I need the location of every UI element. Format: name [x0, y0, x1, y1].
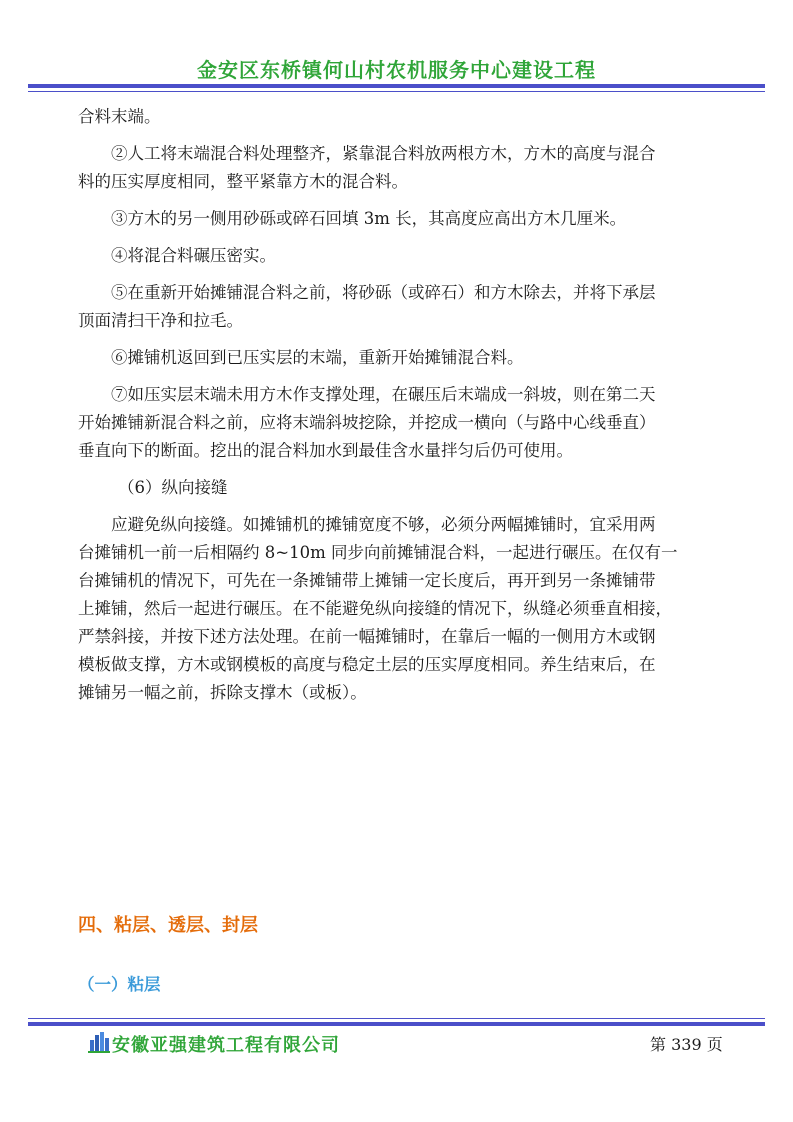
- section-heading: 四、粘层、透层、封层: [78, 915, 258, 936]
- text-line: ⑦如压实层末端未用方木作支撑处理，在碾压后末端成一斜坡，则在第二天: [111, 385, 656, 404]
- footer-page-number: 第 339 页: [650, 1035, 723, 1054]
- paragraph-8: [78, 511, 722, 707]
- text-line: 合料末端。: [78, 107, 161, 126]
- footer-rule-thin: [28, 1018, 765, 1019]
- text-line: ⑤在重新开始摊铺混合料之前，将砂砾（或碎石）和方木除去，并将下承层: [111, 283, 656, 302]
- paragraph-3: [78, 205, 722, 233]
- text-line: 应避免纵向接缝。如摊铺机的摊铺宽度不够，必须分两幅摊铺时，宜采用两: [111, 515, 656, 534]
- paragraph-1: [78, 103, 722, 131]
- header-title: 金安区东桥镇何山村农机服务中心建设工程: [197, 58, 596, 82]
- paragraph-5: [78, 279, 722, 335]
- building-logo-icon: [88, 1031, 110, 1053]
- header-rule-thick: [28, 84, 765, 88]
- text-line: 严禁斜接，并按下述方法处理。在前一幅摊铺时，在靠后一幅的一侧用方木或钢: [78, 627, 656, 646]
- paragraph-4: [78, 242, 722, 270]
- body-content: [78, 103, 722, 707]
- footer-rule-thick: [28, 1022, 765, 1026]
- text-line: 顶面清扫干净和拉毛。: [78, 311, 243, 330]
- text-line: 垂直向下的断面。挖出的混合料加水到最佳含水量拌匀后仍可使用。: [78, 441, 573, 460]
- sub-heading-longitudinal-joint: （6）纵向接缝: [118, 478, 228, 497]
- text-line: ⑥摊铺机返回到已压实层的末端，重新开始摊铺混合料。: [111, 348, 524, 367]
- subsection-heading: （一）粘层: [78, 975, 161, 994]
- text-line: 摊铺另一幅之前，拆除支撑木（或板）。: [78, 683, 367, 702]
- header-rule-thin: [28, 91, 765, 92]
- text-line: ②人工将末端混合料处理整齐，紧靠混合料放两根方木，方木的高度与混合: [111, 144, 656, 163]
- text-line: 开始摊铺新混合料之前，应将末端斜坡挖除，并挖成一横向（与路中心线垂直）: [78, 413, 656, 432]
- footer-company: 安徽亚强建筑工程有限公司: [112, 1035, 340, 1056]
- text-line: ③方木的另一侧用砂砾或碎石回填 3m 长，其高度应高出方木几厘米。: [111, 209, 627, 228]
- paragraph-2: [78, 140, 722, 196]
- paragraph-6: [78, 344, 722, 372]
- text-line: ④将混合料碾压密实。: [111, 246, 276, 265]
- text-line: 料的压实厚度相同，整平紧靠方木的混合料。: [78, 172, 408, 191]
- paragraph-7: [78, 381, 722, 465]
- text-line: 模板做支撑，方木或钢模板的高度与稳定土层的压实厚度相同。养生结束后，在: [78, 655, 656, 674]
- text-line: 台摊铺机的情况下，可先在一条摊铺带上摊铺一定长度后，再开到另一条摊铺带: [78, 571, 656, 590]
- text-line: 上摊铺，然后一起进行碾压。在不能避免纵向接缝的情况下，纵缝必须垂直相接，: [78, 599, 672, 618]
- text-line: 台摊铺机一前一后相隔约 8~10m 同步向前摊铺混合料，一起进行碾压。在仅有一: [78, 543, 678, 562]
